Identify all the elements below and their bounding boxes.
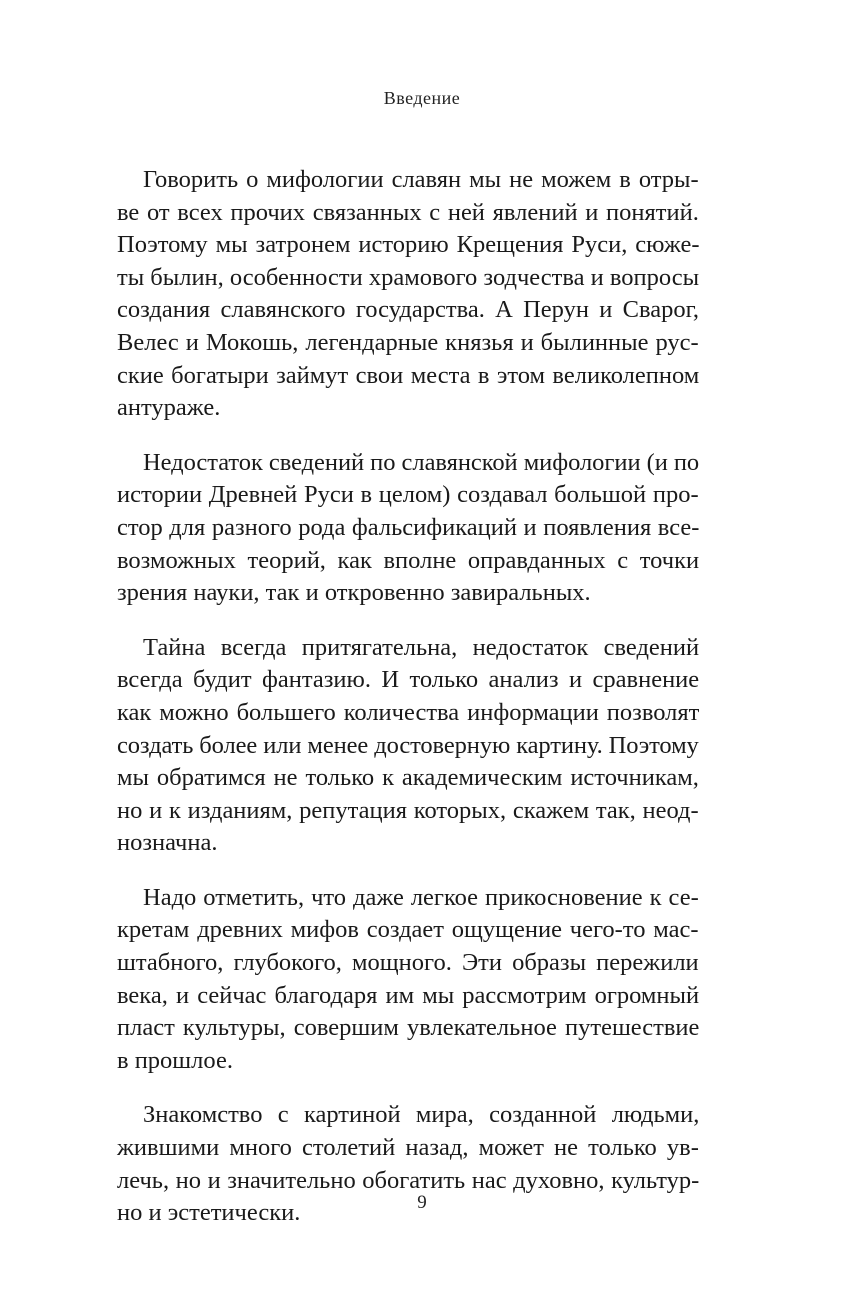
text-line: мы обратимся не только к академическим источникам, bbox=[117, 764, 699, 792]
text-line: всегда будит фантазию. И только анализ и сравнение bbox=[117, 666, 700, 694]
text-line: стор для разного рода фальсификаций и появления все- bbox=[117, 513, 700, 541]
paragraph bbox=[117, 447, 699, 610]
text-line: Поэтому мы затронем историю Крещения Руси, сюже- bbox=[117, 231, 700, 259]
paragraph bbox=[117, 882, 699, 1078]
text-line: Знакомство с картиной мира, созданной людьми, bbox=[143, 1101, 700, 1129]
text-line: Надо отметить, что даже легкое прикосновение к се- bbox=[143, 883, 699, 911]
text-line: антураже. bbox=[117, 394, 221, 422]
text-line: ве от всех прочих связанных с ней явлений и понятий. bbox=[117, 198, 699, 226]
text-line: Недостаток сведений по славянской мифологии (и по bbox=[143, 448, 700, 476]
text-line: создать более или менее достоверную картину. Поэтому bbox=[117, 731, 699, 759]
text-line: как можно большего количества информации позволят bbox=[117, 698, 700, 726]
text-line: штабного, глубокого, мощного. Эти образы пережили bbox=[117, 949, 699, 977]
text-line: в прошлое. bbox=[117, 1046, 233, 1074]
text-line: истории Древней Руси в целом) создавал большой про- bbox=[117, 481, 699, 509]
text-line: ские богатыри займут свои места в этом великолепном bbox=[117, 361, 700, 389]
text-line: но и эстетически. bbox=[117, 1199, 301, 1227]
text-line: пласт культуры, совершим увлекательное путешествие bbox=[117, 1014, 700, 1042]
text-line: Говорить о мифологии славян мы не можем в отры- bbox=[143, 166, 699, 193]
text-line: возможных теорий, как вполне оправданных с точки bbox=[117, 546, 700, 574]
text-line: создания славянского государства. А Перун и Сварог, bbox=[117, 296, 700, 324]
running-head: Введение bbox=[383, 88, 461, 108]
text-line: нозначна. bbox=[117, 829, 218, 857]
text-line: века, и сейчас благодаря им мы рассмотрим огромный bbox=[117, 981, 700, 1009]
text-line: кретам древних мифов создает ощущение чего-то мас- bbox=[117, 916, 699, 944]
text-line: зрения науки, так и откровенно завиральных. bbox=[117, 579, 591, 607]
paragraph bbox=[117, 164, 699, 425]
text-line: лечь, но и значительно обогатить нас духовно, культур- bbox=[117, 1166, 700, 1194]
page-number: 9 bbox=[417, 1192, 427, 1213]
text-line: Тайна всегда притягательна, недостаток сведений bbox=[143, 633, 700, 661]
paragraph bbox=[117, 632, 699, 860]
text-line: Велес и Мокошь, легендарные князья и былинные рус- bbox=[117, 328, 699, 356]
body-text bbox=[117, 164, 699, 1230]
text-line: ты былин, особенности храмового зодчества и вопросы bbox=[117, 263, 700, 291]
text-line: но и к изданиям, репутация которых, скажем так, неод- bbox=[117, 796, 699, 824]
text-line: жившими много столетий назад, может не только ув- bbox=[117, 1134, 699, 1162]
